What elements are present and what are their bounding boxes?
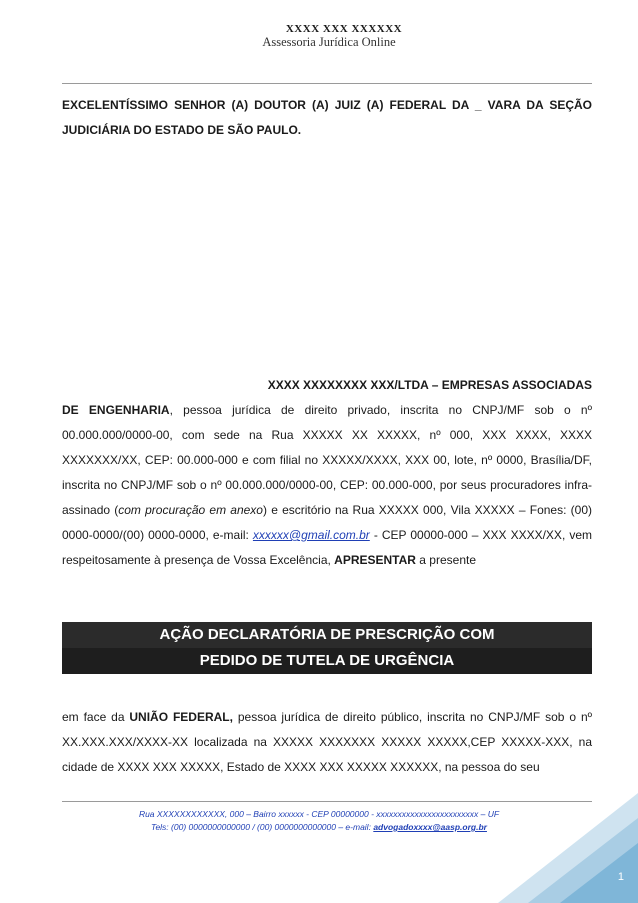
header-rule [62,83,592,84]
company-name-line: XXXX XXXXXXXX XXX/LTDA – EMPRESAS ASSOCIADAS [267,378,592,392]
intro-text-3: - CEP 00000-000 – XXX XXXX/XX, vem respeitosamente à presença de Vossa Excelência, [62,528,592,567]
body-paragraph [62,705,592,780]
intro-text-1: , pessoa jurídica de direito privado, inscrita no CNPJ/MF sob o nº 00.000.000/0000-00, com sede na Rua XXXXX XX XXXXX, nº 000, XXX XXXX, XXXX XXXXXXX/XX, CEP: 00.000-000 e com filial no XXXXX/XXXX, XXX 00, lote, nº 0000, Brasília/DF, inscrita no CNPJ/MF sob o nº 00.000.000/0000-00, CEP: 00.000-000, por seus procuradores infra-assinado ( [62,403,592,517]
page-number: 1 [617,871,624,883]
footer-address: Rua XXXXXXXXXXXX, 000 – Bairro xxxxxx - CEP 00000000 - xxxxxxxxxxxxxxxxxxxxxxxx – UF [138,809,500,819]
addressee: EXCELENTÍSSIMO SENHOR (A) DOUTOR (A) JUIZ (A) FEDERAL DA _ VARA DA SEÇÃO JUDICIÁRIA DO ESTADO DE SÃO PAULO. [62,98,592,137]
body-text-1: em face da [62,710,130,724]
intro-text-2: ) e escritório na Rua XXXXX 000, Vila XXXXX – Fones: (00) 0000-0000/(00) 0000-0000, e-mail: [62,503,592,542]
action-title-box [62,622,592,674]
defendant-name: UNIÃO FEDERAL, [129,710,233,724]
footer-email-link[interactable]: advogadoxxxx@aasp.org.br [373,822,487,832]
footer-phones: Tels: (00) 0000000000000 / (00) 0000000000000 – e-mail: [151,822,374,832]
body-text-2: pessoa jurídica de direito público, inscrita no CNPJ/MF sob o nº XX.XXX.XXX/XXXX-XX localizada na XXXXX XXXXXXX XXXXX XXXXX,CEP XXXXX-XXX, na cidade de XXXX XXX XXXXX, Estado de XXXX XXX XXXXX XXXXXX, na pessoa do seu [62,710,592,774]
action-title-line1: AÇÃO DECLARATÓRIA DE PRESCRIÇÃO COM [62,622,592,649]
intro-text-4: a presente [415,553,477,567]
intro-italic: com procuração em anexo [118,503,263,517]
firm-name: XXXX XXX XXXXXX [285,23,403,35]
email-link[interactable]: xxxxxx@gmail.com.br [252,528,370,542]
company-name-rest: DE ENGENHARIA [62,403,170,417]
intro-paragraph [62,373,592,573]
action-title-line2: PEDIDO DE TUTELA DE URGÊNCIA [62,648,592,674]
letterhead [0,23,638,49]
action-verb: APRESENTAR [334,553,416,567]
page-corner-decoration [498,793,638,903]
firm-subtitle: Assessoria Jurídica Online [262,35,396,49]
